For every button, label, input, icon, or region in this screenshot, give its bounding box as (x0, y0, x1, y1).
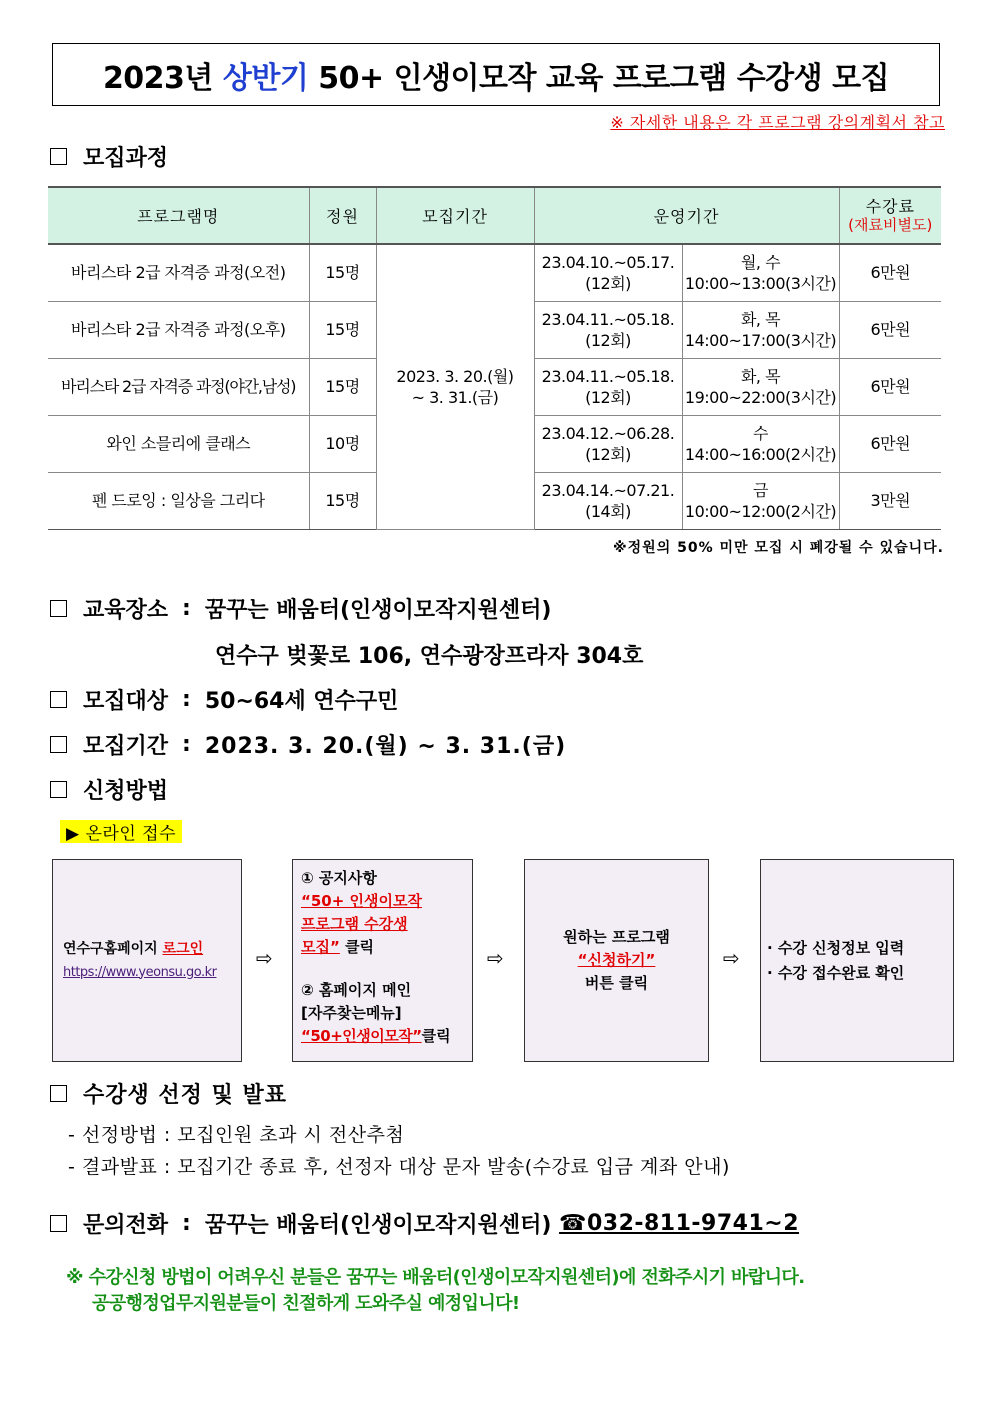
section-courses-label: 모집과정 (83, 146, 169, 171)
program-period-dates: 23.04.11.~05.18. (541, 366, 675, 386)
step-confirm-box (760, 859, 954, 1062)
recruit-period-line1: 2023. 3. 20.(월) (396, 366, 514, 386)
target-line (50, 684, 398, 715)
program-period-sessions: (12회) (585, 273, 631, 293)
venue-name: 꿈꾸는 배움터(인생이모작지원센터) (204, 598, 552, 623)
program-period (534, 415, 682, 472)
step2-line6: [자주찾는메뉴] (301, 1004, 402, 1022)
colon: : (182, 1211, 191, 1236)
notice-link-part3[interactable]: 모집” (301, 938, 340, 956)
title-suffix: 50+ 인생이모작 교육 프로그램 수강생 모집 (308, 60, 890, 96)
program-capacity: 15명 (309, 244, 376, 301)
program-period-sessions: (12회) (585, 387, 631, 407)
program-table (48, 186, 941, 530)
step2-red1[interactable] (301, 890, 464, 913)
contact-phone[interactable]: ☎032-811-9741~2 (559, 1211, 800, 1236)
period-line (50, 729, 566, 760)
program-day: 금 (753, 480, 768, 500)
arrow-icon: ⇨ (723, 946, 740, 970)
table-row (48, 244, 941, 301)
target-value: 50~64세 연수구민 (204, 689, 399, 714)
step4-line2: · 수강 접수완료 확인 (767, 963, 905, 982)
arrow-icon: ⇨ (256, 946, 273, 970)
spacer (301, 959, 464, 979)
section-courses-heading (50, 141, 168, 172)
footer-note-line2: 공공행정업무지원분들이 친절하게 도와주실 예정입니다! (92, 1293, 520, 1314)
program-fee: 6만원 (839, 244, 941, 301)
checkbox-icon (50, 148, 67, 165)
program-period-sessions: (14회) (585, 501, 631, 521)
program-fee: 6만원 (839, 301, 941, 358)
online-tag: ▶ 온라인 접수 (60, 820, 182, 843)
arrow-icon: ⇨ (487, 946, 504, 970)
apply-button-text[interactable]: “신청하기” (577, 951, 656, 969)
selection-label: 수강생 선정 및 발표 (83, 1083, 287, 1108)
syllabus-note: ※ 자세한 내용은 각 프로그램 강의계획서 참고 (610, 113, 945, 132)
step2-click1: 클릭 (339, 938, 375, 956)
step3-line1: 원하는 프로그램 (563, 928, 670, 946)
login-link[interactable]: 로그인 (162, 940, 204, 957)
program-day: 화, 목 (740, 309, 781, 329)
step2-line7 (301, 1025, 464, 1048)
step-notice-box (292, 859, 473, 1062)
contact-label: 문의전화 (83, 1213, 169, 1238)
notice-link-part1[interactable]: “50+ 인생이모작 (301, 892, 422, 910)
selection-method: - 선정방법 : 모집인원 초과 시 전산추첨 (68, 1124, 405, 1146)
selection-result: - 결과발표 : 모집기간 종료 후, 선정자 대상 문자 발송(수강료 입금 계좌 안내) (68, 1156, 730, 1178)
selection-heading (50, 1078, 287, 1109)
program-day: 월, 수 (740, 252, 781, 272)
program-time: 19:00~22:00(3시간) (684, 387, 837, 407)
checkbox-icon (50, 781, 67, 798)
program-schedule (682, 415, 839, 472)
checkbox-icon (50, 736, 67, 753)
homepage-url-link[interactable]: https://www.yeonsu.go.kr (63, 964, 217, 980)
step-apply-box (524, 859, 709, 1062)
program-period-dates: 23.04.10.~05.17. (541, 252, 675, 272)
program-name: 와인 소믈리에 클래스 (48, 415, 309, 472)
period-label: 모집기간 (83, 734, 169, 759)
checkbox-icon (50, 1085, 67, 1102)
menu-link[interactable]: “50+인생이모작” (301, 1027, 422, 1045)
header-recruit: 모집기간 (376, 187, 534, 244)
header-capacity: 정원 (309, 187, 376, 244)
method-label: 신청방법 (83, 779, 169, 804)
program-time: 14:00~17:00(3시간) (684, 330, 837, 350)
program-time: 14:00~16:00(2시간) (684, 444, 837, 464)
header-name: 프로그램명 (48, 187, 309, 244)
program-time: 10:00~12:00(2시간) (684, 501, 837, 521)
step2-line1: ① 공지사항 (301, 869, 377, 887)
program-name: 바리스타 2급 자격증 과정(야간,남성) (48, 358, 309, 415)
venue-address: 연수구 벚꽃로 106, 연수광장프라자 304호 (215, 644, 644, 669)
header-fee-label: 수강료 (865, 196, 915, 216)
program-period-dates: 23.04.11.~05.18. (541, 309, 675, 329)
step2-line5: ② 홈페이지 메인 (301, 981, 412, 999)
program-capacity: 15명 (309, 358, 376, 415)
checkbox-icon (50, 1215, 67, 1232)
program-period-sessions: (12회) (585, 444, 631, 464)
notice-link-part2[interactable]: 프로그램 수강생 (301, 915, 408, 933)
header-operation: 운영기간 (534, 187, 839, 244)
table-header-row (48, 187, 941, 244)
program-schedule (682, 301, 839, 358)
step2-line4 (301, 936, 464, 959)
page-title (52, 43, 940, 106)
program-day: 화, 목 (740, 366, 781, 386)
title-highlight: 상반기 (222, 60, 309, 96)
step2-red2[interactable] (301, 913, 464, 936)
header-fee (839, 187, 941, 244)
program-day: 수 (753, 423, 768, 443)
cancellation-note: ※정원의 50% 미만 모집 시 폐강될 수 있습니다. (613, 540, 944, 556)
colon: : (182, 687, 191, 712)
target-label: 모집대상 (83, 689, 169, 714)
program-schedule (682, 472, 839, 529)
program-fee: 6만원 (839, 415, 941, 472)
step2-click2: 클릭 (421, 1027, 451, 1045)
program-period (534, 301, 682, 358)
checkbox-icon (50, 691, 67, 708)
program-period-dates: 23.04.12.~06.28. (541, 423, 675, 443)
period-value: 2023. 3. 20.(월) ~ 3. 31.(금) (204, 734, 567, 759)
program-capacity: 15명 (309, 472, 376, 529)
program-name: 바리스타 2급 자격증 과정(오후) (48, 301, 309, 358)
step1-text: 연수구홈페이지 (63, 940, 163, 957)
step-login-box (52, 859, 242, 1062)
colon: : (182, 596, 191, 621)
program-period (534, 244, 682, 301)
program-name: 바리스타 2급 자격증 과정(오전) (48, 244, 309, 301)
recruit-period-line2: ~ 3. 31.(금) (411, 387, 499, 407)
footer-note-line1: ※ 수강신청 방법이 어려우신 분들은 꿈꾸는 배움터(인생이모작지원센터)에 전화주시기 바랍니다. (66, 1267, 805, 1288)
step1-text-line (63, 937, 241, 961)
program-schedule (682, 244, 839, 301)
program-period (534, 472, 682, 529)
program-fee: 6만원 (839, 358, 941, 415)
program-schedule (682, 358, 839, 415)
program-period-dates: 23.04.14.~07.21. (541, 480, 675, 500)
venue-label: 교육장소 (83, 598, 169, 623)
program-period-sessions: (12회) (585, 330, 631, 350)
program-capacity: 15명 (309, 301, 376, 358)
venue-line (50, 593, 551, 624)
program-period (534, 358, 682, 415)
step3-line3: 버튼 클릭 (584, 974, 649, 992)
checkbox-icon (50, 600, 67, 617)
method-line (50, 774, 168, 805)
program-time: 10:00~13:00(3시간) (684, 273, 837, 293)
header-fee-note: (재료비별도) (848, 215, 933, 234)
contact-line (50, 1208, 799, 1239)
program-name: 펜 드로잉 : 일상을 그리다 (48, 472, 309, 529)
recruit-period-cell (376, 244, 534, 529)
contact-name: 꿈꾸는 배움터(인생이모작지원센터) (204, 1213, 560, 1238)
title-prefix: 2023년 (102, 60, 223, 96)
program-capacity: 10명 (309, 415, 376, 472)
step4-line1: · 수강 신청정보 입력 (767, 938, 905, 957)
program-fee: 3만원 (839, 472, 941, 529)
colon: : (182, 732, 191, 757)
